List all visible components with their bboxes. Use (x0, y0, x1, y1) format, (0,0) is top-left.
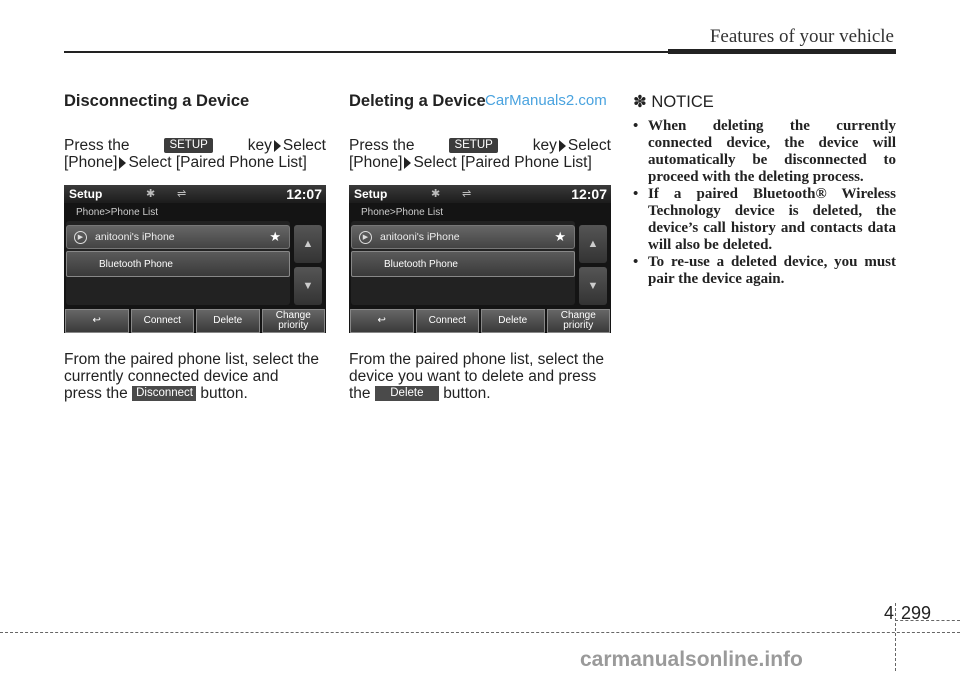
change-priority-button[interactable]: Change priority (547, 309, 611, 333)
footer-rule (0, 632, 960, 633)
notice-title: ✽ NOTICE (633, 93, 714, 111)
watermark: CarManuals2.com (485, 92, 607, 109)
phone-list (66, 221, 290, 305)
list-item[interactable]: ▶ anitooni's iPhone ★ (351, 225, 575, 249)
disconnect-button-badge: Disconnect (132, 386, 196, 401)
phone-list-screen (349, 185, 611, 333)
screen-title: Setup (354, 187, 388, 201)
phone-list (351, 221, 575, 305)
notice-list (633, 118, 896, 288)
section-disconnect (64, 92, 326, 402)
star-icon: ★ (554, 229, 566, 244)
scroll-down-button[interactable]: ▼ (294, 267, 322, 305)
delete-button-badge: Delete (375, 386, 439, 401)
scroll-up-button[interactable]: ▲ (294, 225, 322, 263)
screen-button-bar (64, 309, 326, 333)
description: From the paired phone list, select the device you want to delete and press the Delete button. (349, 351, 605, 402)
arrow-right-icon (119, 157, 126, 169)
section-number: 4 (884, 603, 895, 623)
screen-title: Setup (69, 187, 103, 201)
screen-button-bar (349, 309, 611, 333)
arrow-right-icon (274, 140, 281, 152)
back-button[interactable]: ↩ (65, 309, 129, 333)
page-separator (895, 603, 896, 671)
screen-breadcrumb: Phone>Phone List (76, 207, 159, 218)
list-item: • To re-use a deleted device, you must pair the device again. (633, 254, 896, 288)
notice-box (633, 92, 896, 288)
usb-icon: ⇌ (177, 188, 187, 200)
section-title: Disconnecting a Device (64, 92, 250, 110)
arrow-right-icon (404, 157, 411, 169)
bluetooth-icon: ✱ (431, 188, 441, 200)
page-number: 299 (901, 603, 932, 623)
scroll-down-button[interactable]: ▼ (579, 267, 607, 305)
connect-button[interactable]: Connect (416, 309, 480, 333)
usb-icon: ⇌ (462, 188, 472, 200)
list-item[interactable]: Bluetooth Phone (351, 251, 575, 277)
header-rule-accent (668, 49, 896, 54)
footer-watermark: carmanualsonline.info (580, 648, 803, 671)
screen-breadcrumb: Phone>Phone List (361, 207, 444, 218)
screen-clock: 12:07 (571, 186, 607, 202)
delete-button[interactable]: Delete (481, 309, 545, 333)
list-item[interactable]: Bluetooth Phone (66, 251, 290, 277)
setup-key-badge: SETUP (164, 138, 212, 153)
star-icon: ★ (269, 229, 281, 244)
list-item: • When deleting the currently connected device, the device will automatically be disconnected to proceed with the deleting process. (633, 118, 896, 186)
instruction: Press the SETUP key Select [Phone] Select [Paired Phone List] (64, 137, 326, 171)
arrow-right-icon (559, 140, 566, 152)
connect-button[interactable]: Connect (131, 309, 195, 333)
bluetooth-icon: ✱ (146, 188, 156, 200)
delete-button[interactable]: Delete (196, 309, 260, 333)
phone-list-screen (64, 185, 326, 333)
instruction: Press the SETUP key Select [Phone] Select [Paired Phone List] (349, 137, 611, 171)
screen-clock: 12:07 (286, 186, 322, 202)
back-button[interactable]: ↩ (350, 309, 414, 333)
section-title: Deleting a Device (349, 92, 486, 110)
change-priority-button[interactable]: Change priority (262, 309, 326, 333)
section-delete (349, 92, 611, 402)
play-icon: ▶ (74, 231, 87, 244)
list-item: • If a paired Bluetooth® Wireless Technology device is deleted, the device’s call history and contacts data will also be deleted. (633, 186, 896, 254)
running-header: Features of your vehicle (709, 26, 894, 47)
setup-key-badge: SETUP (449, 138, 497, 153)
scroll-up-button[interactable]: ▲ (579, 225, 607, 263)
header-rule (64, 51, 668, 53)
description: From the paired phone list, select the currently connected device and press the Disconnect button. (64, 351, 320, 402)
list-item[interactable]: ▶ anitooni's iPhone ★ (66, 225, 290, 249)
play-icon: ▶ (359, 231, 372, 244)
